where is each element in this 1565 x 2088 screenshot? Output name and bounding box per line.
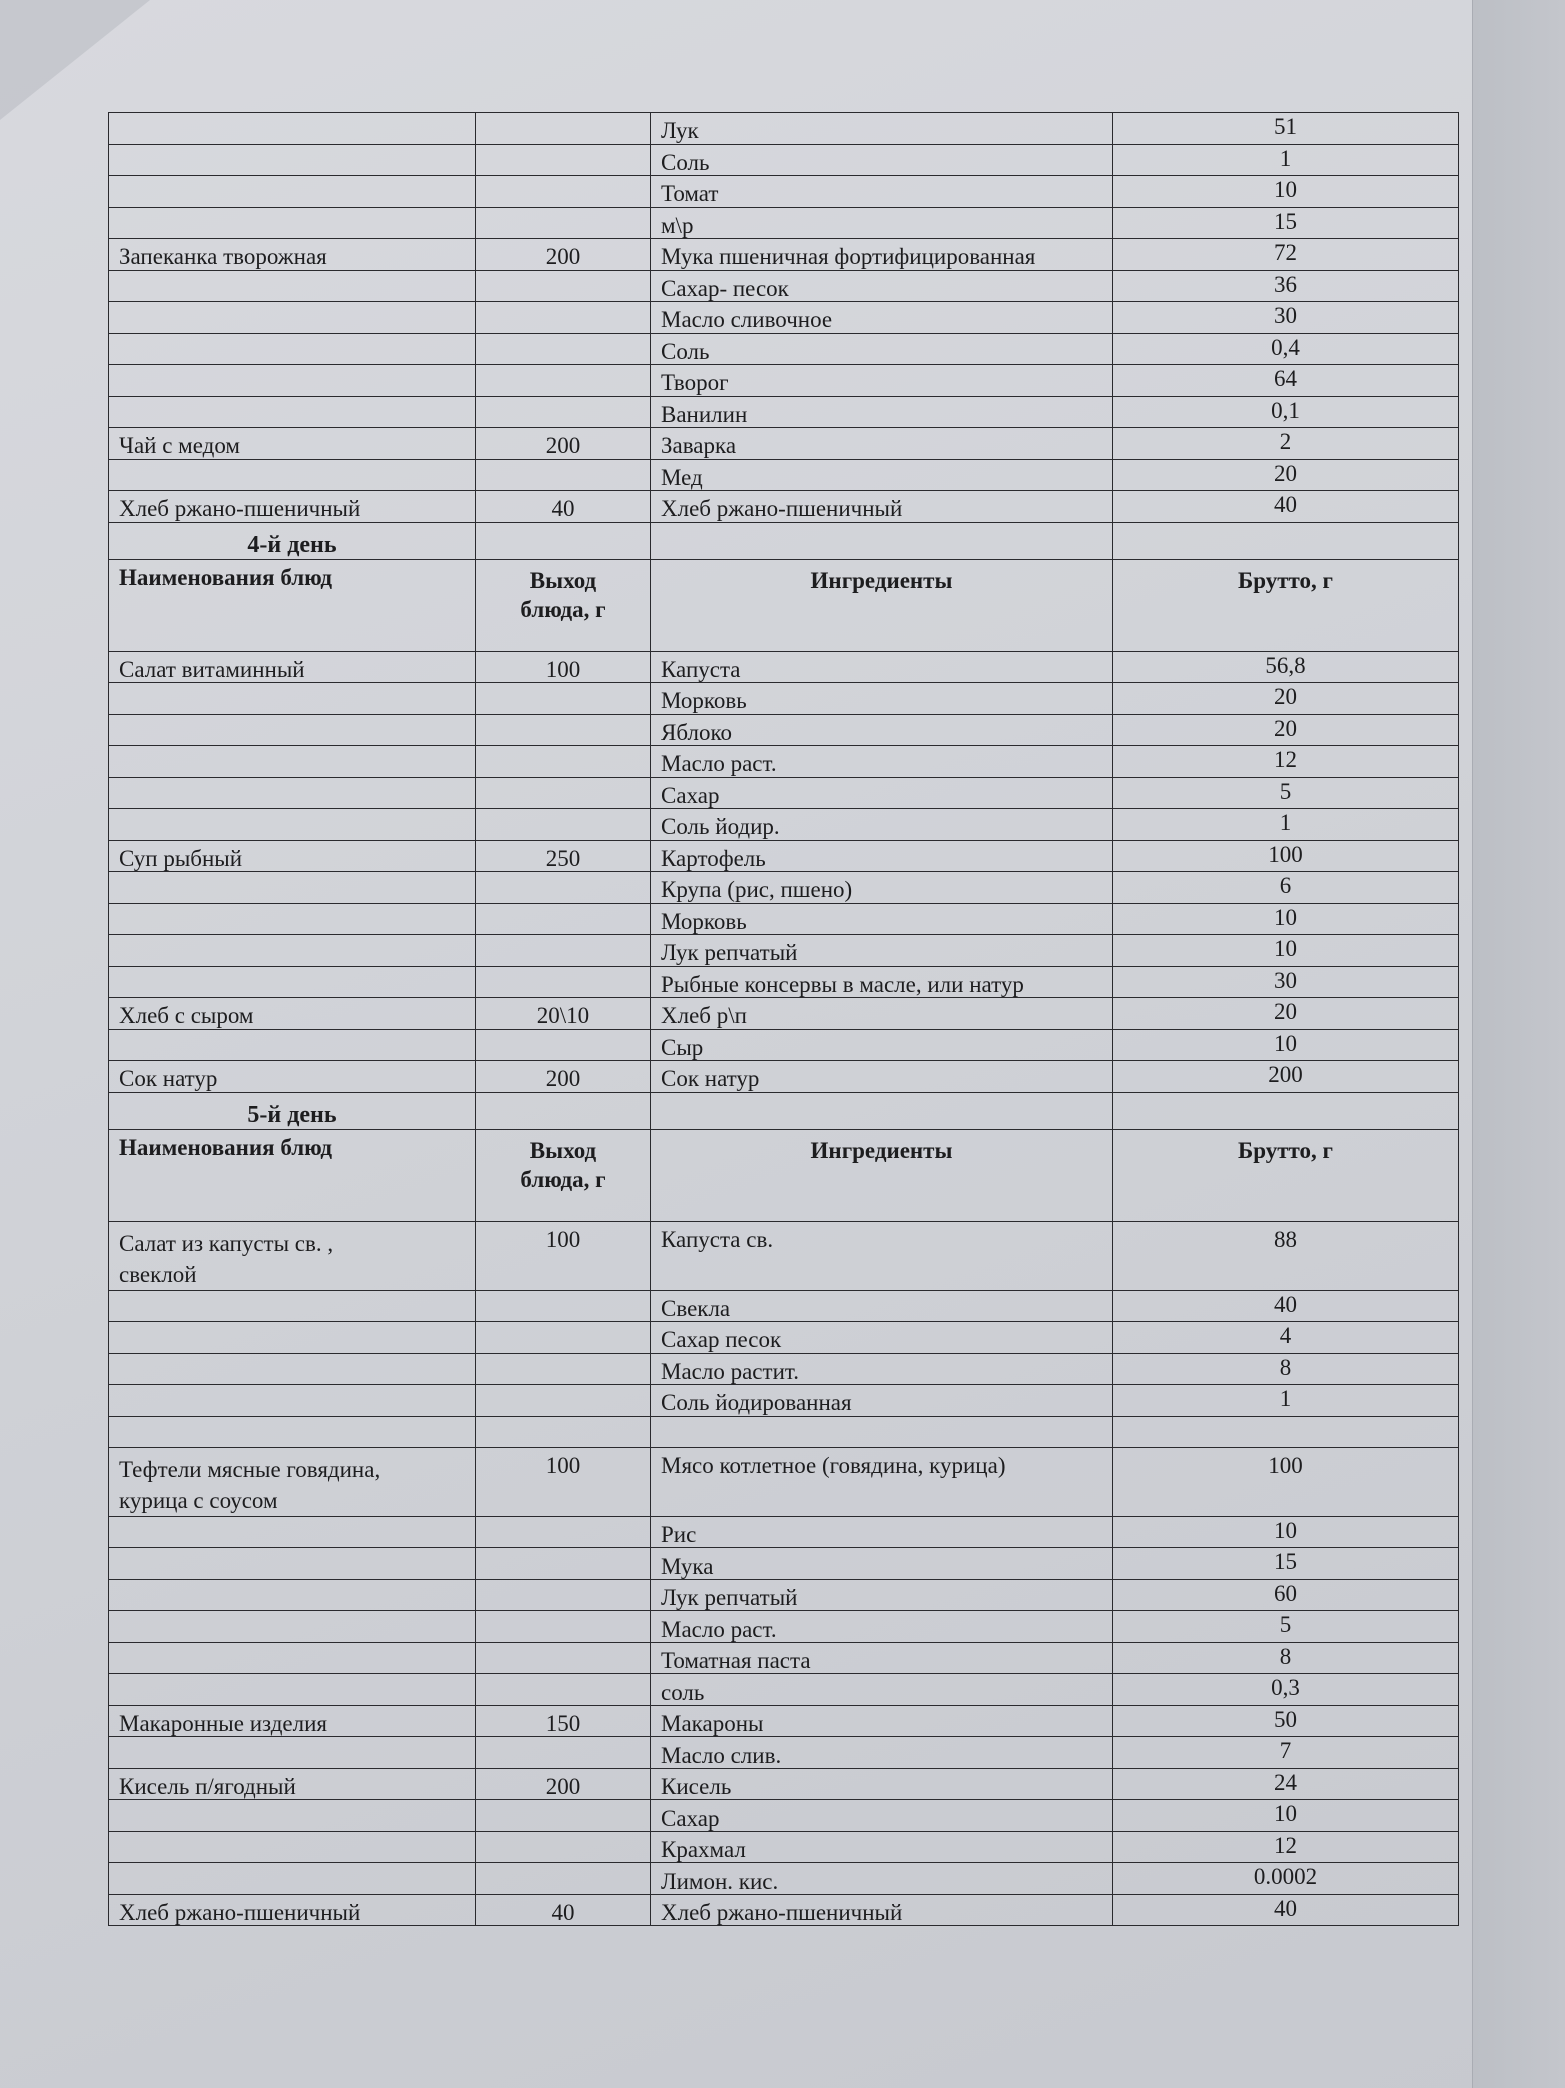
- table-row: [109, 1353, 1459, 1385]
- gross-cell: 50: [1113, 1705, 1459, 1737]
- yield-cell: [476, 1863, 651, 1895]
- yield-cell: [476, 144, 651, 176]
- gross-cell: 40: [1113, 1290, 1459, 1322]
- table-row: [109, 746, 1459, 778]
- dish-cell: [109, 144, 476, 176]
- ingredient-cell: Морковь: [651, 683, 1113, 715]
- gross-cell: 10: [1113, 1029, 1459, 1061]
- table-row: [109, 1737, 1459, 1769]
- dish-cell: [109, 872, 476, 904]
- table-row: [109, 1029, 1459, 1061]
- dish-cell: Кисель п/ягодный: [109, 1768, 476, 1800]
- dish-cell: [109, 1642, 476, 1674]
- table-row: [109, 270, 1459, 302]
- yield-cell: [476, 1548, 651, 1580]
- ingredient-cell: Сахар песок: [651, 1322, 1113, 1354]
- yield-cell: 150: [476, 1705, 651, 1737]
- gross-cell: 51: [1113, 113, 1459, 145]
- dish-cell: [109, 935, 476, 967]
- dish-cell: Хлеб с сыром: [109, 998, 476, 1030]
- ingredient-cell: Кисель: [651, 1768, 1113, 1800]
- table-row: [109, 1290, 1459, 1322]
- ingredient-cell: Мука: [651, 1548, 1113, 1580]
- gross-cell: 56,8: [1113, 651, 1459, 683]
- dish-cell: [109, 1548, 476, 1580]
- ingredient-cell: Сахар: [651, 1800, 1113, 1832]
- dish-cell: [109, 1831, 476, 1863]
- header-yield: [476, 1129, 651, 1221]
- header-ingredient: Ингредиенты: [651, 559, 1113, 651]
- empty-cell: [476, 522, 651, 559]
- page-edge: [1472, 0, 1565, 2088]
- yield-cell: 200: [476, 1768, 651, 1800]
- dish-cell: [109, 683, 476, 715]
- header-dish: Наименования блюд: [109, 559, 476, 651]
- gross-cell: 30: [1113, 966, 1459, 998]
- ingredient-cell: Масло раст.: [651, 746, 1113, 778]
- table-row: [109, 239, 1459, 271]
- day-label: 5-й день: [109, 1092, 476, 1129]
- yield-cell: [476, 1385, 651, 1417]
- yield-cell: [476, 1674, 651, 1706]
- ingredient-cell: Хлеб р\п: [651, 998, 1113, 1030]
- ingredient-cell: Заварка: [651, 428, 1113, 460]
- gross-cell: 36: [1113, 270, 1459, 302]
- dish-cell: Хлеб ржано-пшеничный: [109, 1894, 476, 1926]
- yield-cell: [476, 1353, 651, 1385]
- table-row: [109, 1322, 1459, 1354]
- yield-cell: 40: [476, 491, 651, 523]
- gross-cell: 64: [1113, 365, 1459, 397]
- gross-cell: 40: [1113, 1894, 1459, 1926]
- ingredient-cell: Масло сливочное: [651, 302, 1113, 334]
- table-row: [109, 809, 1459, 841]
- table-row: [109, 491, 1459, 523]
- gross-cell: 10: [1113, 1516, 1459, 1548]
- paper-fold-shadow: [0, 0, 150, 120]
- dish-cell: [109, 1353, 476, 1385]
- gross-cell: 6: [1113, 872, 1459, 904]
- ingredient-cell: Сахар: [651, 777, 1113, 809]
- table-row: [109, 144, 1459, 176]
- header-yield-line1: Выход: [529, 567, 597, 593]
- dish-cell: [109, 302, 476, 334]
- gross-cell: 0,1: [1113, 396, 1459, 428]
- gross-cell: 72: [1113, 239, 1459, 271]
- header-ingredient: Ингредиенты: [651, 1129, 1113, 1221]
- gross-cell: 12: [1113, 1831, 1459, 1863]
- dish-cell: [109, 746, 476, 778]
- gross-cell: 30: [1113, 302, 1459, 334]
- yield-cell: [476, 1737, 651, 1769]
- table-row: [109, 651, 1459, 683]
- gross-cell: 100: [1113, 840, 1459, 872]
- yield-cell: [476, 903, 651, 935]
- dish-cell: [109, 113, 476, 145]
- table-row: [109, 396, 1459, 428]
- gross-cell: 1: [1113, 809, 1459, 841]
- yield-cell: [476, 1831, 651, 1863]
- ingredient-cell: Томатная паста: [651, 1642, 1113, 1674]
- dish-cell: Суп рыбный: [109, 840, 476, 872]
- table-row: [109, 1642, 1459, 1674]
- gross-cell: 15: [1113, 1548, 1459, 1580]
- yield-cell: [476, 396, 651, 428]
- dish-cell: Сок натур: [109, 1061, 476, 1093]
- yield-cell: 100: [476, 1221, 651, 1290]
- ingredient-cell: Хлеб ржано-пшеничный: [651, 1894, 1113, 1926]
- gross-cell: 20: [1113, 714, 1459, 746]
- empty-cell: [1113, 1416, 1459, 1447]
- ingredient-cell: Масло растит.: [651, 1353, 1113, 1385]
- empty-cell: [109, 1416, 476, 1447]
- empty-cell: [651, 522, 1113, 559]
- yield-cell: [476, 683, 651, 715]
- table-row: [109, 207, 1459, 239]
- dish-cell: [109, 1800, 476, 1832]
- gross-cell: 10: [1113, 1800, 1459, 1832]
- header-gross: Брутто, г: [1113, 559, 1459, 651]
- gross-cell: 10: [1113, 935, 1459, 967]
- menu-document: [108, 112, 1458, 1926]
- dish-cell: [109, 1611, 476, 1643]
- yield-cell: [476, 809, 651, 841]
- dish-cell: [109, 714, 476, 746]
- dish-cell: [109, 1447, 476, 1516]
- gross-cell: 2: [1113, 428, 1459, 460]
- gross-cell: 20: [1113, 459, 1459, 491]
- table-row: [109, 365, 1459, 397]
- empty-cell: [1113, 522, 1459, 559]
- dish-cell: Чай с медом: [109, 428, 476, 460]
- ingredient-cell: Творог: [651, 365, 1113, 397]
- dish-cell: [109, 1674, 476, 1706]
- dish-cell: Салат витаминный: [109, 651, 476, 683]
- ingredient-cell: Сахар- песок: [651, 270, 1113, 302]
- gross-cell: 12: [1113, 746, 1459, 778]
- table-row: [109, 935, 1459, 967]
- gross-cell: 10: [1113, 903, 1459, 935]
- gross-cell: 1: [1113, 1385, 1459, 1417]
- table-row: [109, 998, 1459, 1030]
- dish-cell: [109, 966, 476, 998]
- ingredient-cell: Сок натур: [651, 1061, 1113, 1093]
- empty-row: [109, 1416, 1459, 1447]
- yield-cell: [476, 714, 651, 746]
- gross-cell: 20: [1113, 998, 1459, 1030]
- dish-cell: [109, 1516, 476, 1548]
- yield-cell: [476, 1290, 651, 1322]
- table-row: [109, 683, 1459, 715]
- dish-cell: [109, 1290, 476, 1322]
- header-yield: [476, 559, 651, 651]
- ingredient-cell: Капуста св.: [651, 1221, 1113, 1290]
- dish-cell: [109, 270, 476, 302]
- yield-cell: [476, 176, 651, 208]
- ingredient-cell: Свекла: [651, 1290, 1113, 1322]
- gross-cell: 5: [1113, 1611, 1459, 1643]
- day-label: 4-й день: [109, 522, 476, 559]
- yield-cell: 20\10: [476, 998, 651, 1030]
- ingredient-cell: Соль: [651, 333, 1113, 365]
- dish-cell: [109, 1385, 476, 1417]
- table-row: [109, 428, 1459, 460]
- yield-cell: [476, 1611, 651, 1643]
- table-row: [109, 333, 1459, 365]
- ingredient-cell: Лимон. кис.: [651, 1863, 1113, 1895]
- header-yield-line1: Выход: [529, 1137, 597, 1163]
- dish-line2: свеклой: [119, 1261, 197, 1287]
- yield-cell: 100: [476, 651, 651, 683]
- header-yield-line2: блюда, г: [520, 1167, 606, 1193]
- yield-cell: [476, 270, 651, 302]
- table-row: [109, 777, 1459, 809]
- ingredient-cell: Рис: [651, 1516, 1113, 1548]
- yield-cell: [476, 777, 651, 809]
- ingredient-cell: Ванилин: [651, 396, 1113, 428]
- dish-cell: [109, 207, 476, 239]
- gross-cell: 100: [1113, 1447, 1459, 1516]
- yield-cell: [476, 746, 651, 778]
- table-row: [109, 1800, 1459, 1832]
- gross-cell: 0,4: [1113, 333, 1459, 365]
- yield-cell: 100: [476, 1447, 651, 1516]
- ingredient-cell: Картофель: [651, 840, 1113, 872]
- ingredient-cell: Сыр: [651, 1029, 1113, 1061]
- gross-cell: 0.0002: [1113, 1863, 1459, 1895]
- yield-cell: 200: [476, 428, 651, 460]
- day-row: [109, 1092, 1459, 1129]
- gross-cell: 4: [1113, 1322, 1459, 1354]
- yield-cell: 40: [476, 1894, 651, 1926]
- ingredient-cell: Хлеб ржано-пшеничный: [651, 491, 1113, 523]
- ingredient-cell: Мед: [651, 459, 1113, 491]
- yield-cell: [476, 872, 651, 904]
- dish-cell: [109, 777, 476, 809]
- empty-cell: [476, 1092, 651, 1129]
- header-row: [109, 1129, 1459, 1221]
- table-row: [109, 302, 1459, 334]
- table-row: [109, 176, 1459, 208]
- dish-cell: [109, 1579, 476, 1611]
- dish-line1: Тефтели мясные говядина,: [119, 1456, 381, 1482]
- ingredient-cell: Макароны: [651, 1705, 1113, 1737]
- ingredient-cell: соль: [651, 1674, 1113, 1706]
- header-gross: Брутто, г: [1113, 1129, 1459, 1221]
- dish-cell: [109, 333, 476, 365]
- dish-cell: [109, 903, 476, 935]
- yield-cell: [476, 1579, 651, 1611]
- empty-cell: [476, 1416, 651, 1447]
- dish-cell: Запеканка творожная: [109, 239, 476, 271]
- yield-cell: [476, 302, 651, 334]
- table-row: [109, 1221, 1459, 1290]
- day-row: [109, 522, 1459, 559]
- gross-cell: 60: [1113, 1579, 1459, 1611]
- gross-cell: 7: [1113, 1737, 1459, 1769]
- dish-cell: [109, 459, 476, 491]
- ingredient-cell: Яблоко: [651, 714, 1113, 746]
- table-row: [109, 1061, 1459, 1093]
- yield-cell: 250: [476, 840, 651, 872]
- gross-cell: 40: [1113, 491, 1459, 523]
- yield-cell: [476, 459, 651, 491]
- yield-cell: 200: [476, 1061, 651, 1093]
- ingredient-cell: Лук репчатый: [651, 1579, 1113, 1611]
- ingredient-cell: Лук: [651, 113, 1113, 145]
- table-row: [109, 1385, 1459, 1417]
- table-row: [109, 1768, 1459, 1800]
- ingredient-cell: Томат: [651, 176, 1113, 208]
- table-row: [109, 1863, 1459, 1895]
- table-row: [109, 872, 1459, 904]
- table-row: [109, 1579, 1459, 1611]
- table-row: [109, 840, 1459, 872]
- ingredient-cell: Масло слив.: [651, 1737, 1113, 1769]
- dish-cell: [109, 1322, 476, 1354]
- gross-cell: 15: [1113, 207, 1459, 239]
- ingredient-cell: м\р: [651, 207, 1113, 239]
- ingredient-cell: Морковь: [651, 903, 1113, 935]
- table-row: [109, 714, 1459, 746]
- yield-cell: [476, 1516, 651, 1548]
- dish-cell: Макаронные изделия: [109, 1705, 476, 1737]
- gross-cell: 8: [1113, 1642, 1459, 1674]
- empty-cell: [651, 1092, 1113, 1129]
- dish-cell: Хлеб ржано-пшеничный: [109, 491, 476, 523]
- dish-cell: [109, 1221, 476, 1290]
- yield-cell: [476, 1800, 651, 1832]
- dish-cell: [109, 1737, 476, 1769]
- gross-cell: 200: [1113, 1061, 1459, 1093]
- ingredient-cell: Соль йодированная: [651, 1385, 1113, 1417]
- gross-cell: 5: [1113, 777, 1459, 809]
- yield-cell: [476, 207, 651, 239]
- yield-cell: [476, 333, 651, 365]
- ingredient-cell: Крупа (рис, пшено): [651, 872, 1113, 904]
- menu-table: [108, 112, 1459, 1926]
- gross-cell: 20: [1113, 683, 1459, 715]
- table-row: [109, 1447, 1459, 1516]
- table-row: [109, 1516, 1459, 1548]
- ingredient-cell: Мука пшеничная фортифицированная: [651, 239, 1113, 271]
- header-yield-line2: блюда, г: [520, 597, 606, 623]
- gross-cell: 10: [1113, 176, 1459, 208]
- yield-cell: [476, 1642, 651, 1674]
- gross-cell: 1: [1113, 144, 1459, 176]
- gross-cell: 8: [1113, 1353, 1459, 1385]
- yield-cell: 200: [476, 239, 651, 271]
- yield-cell: [476, 113, 651, 145]
- ingredient-cell: Соль йодир.: [651, 809, 1113, 841]
- menu-table-body: [109, 113, 1459, 1926]
- ingredient-cell: Соль: [651, 144, 1113, 176]
- table-row: [109, 1705, 1459, 1737]
- dish-cell: [109, 176, 476, 208]
- table-row: [109, 1674, 1459, 1706]
- empty-cell: [1113, 1092, 1459, 1129]
- ingredient-cell: Рыбные консервы в масле, или натур: [651, 966, 1113, 998]
- dish-line2: курица с соусом: [119, 1487, 278, 1513]
- ingredient-cell: Капуста: [651, 651, 1113, 683]
- table-row: [109, 113, 1459, 145]
- table-row: [109, 1894, 1459, 1926]
- header-row: [109, 559, 1459, 651]
- dish-cell: [109, 1863, 476, 1895]
- yield-cell: [476, 935, 651, 967]
- gross-cell: 88: [1113, 1221, 1459, 1290]
- ingredient-cell: Мясо котлетное (говядина, курица): [651, 1447, 1113, 1516]
- dish-cell: [109, 396, 476, 428]
- table-row: [109, 966, 1459, 998]
- yield-cell: [476, 1029, 651, 1061]
- empty-cell: [651, 1416, 1113, 1447]
- table-row: [109, 1611, 1459, 1643]
- dish-cell: [109, 1029, 476, 1061]
- gross-cell: 24: [1113, 1768, 1459, 1800]
- ingredient-cell: Крахмал: [651, 1831, 1113, 1863]
- ingredient-cell: Лук репчатый: [651, 935, 1113, 967]
- yield-cell: [476, 365, 651, 397]
- dish-cell: [109, 365, 476, 397]
- table-row: [109, 1548, 1459, 1580]
- yield-cell: [476, 1322, 651, 1354]
- table-row: [109, 459, 1459, 491]
- gross-cell: 0,3: [1113, 1674, 1459, 1706]
- table-row: [109, 903, 1459, 935]
- ingredient-cell: Масло раст.: [651, 1611, 1113, 1643]
- dish-line1: Салат из капусты св. ,: [119, 1230, 334, 1256]
- table-row: [109, 1831, 1459, 1863]
- yield-cell: [476, 966, 651, 998]
- header-dish: Наименования блюд: [109, 1129, 476, 1221]
- dish-cell: [109, 809, 476, 841]
